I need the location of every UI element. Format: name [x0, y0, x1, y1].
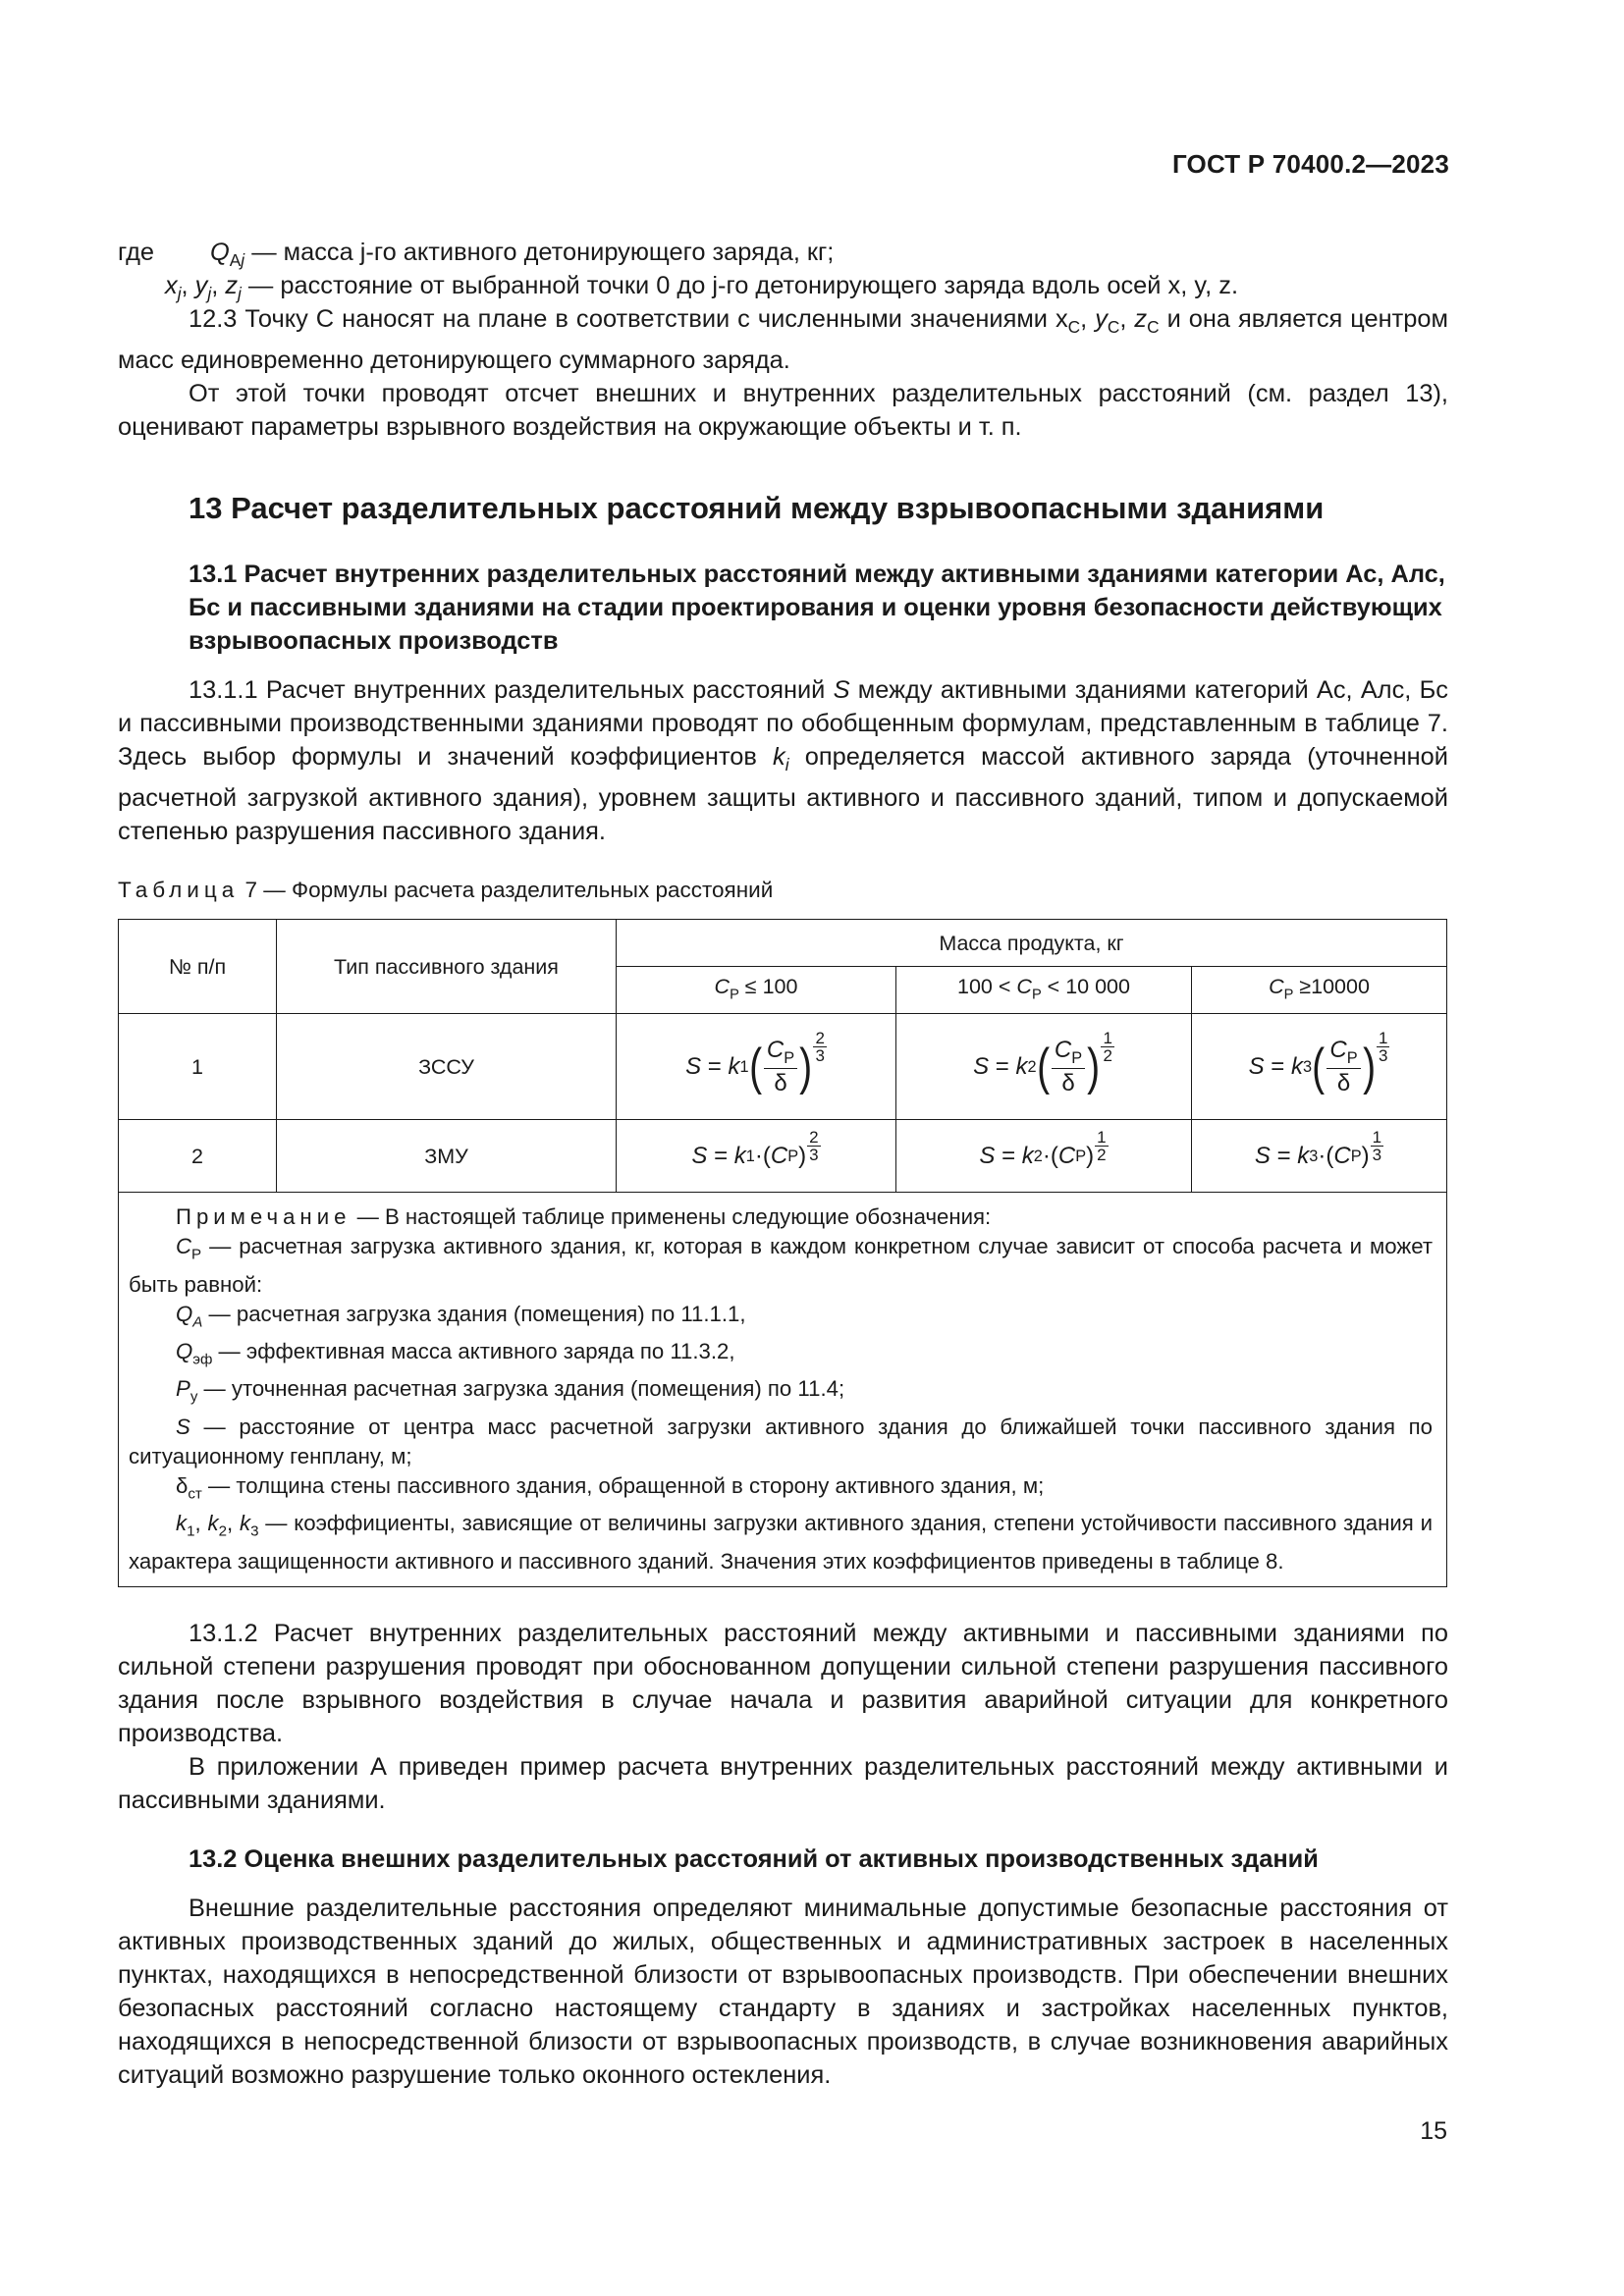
row-2-no: 2	[119, 1120, 277, 1193]
header-range-2: $100 < C_P < 10$ 000	[896, 967, 1192, 1014]
paragraph-13-1-1: 13.1.1 Расчет внутренних разделительных расстояний S между активными зданиями категорий Ас, Алс, Бс и пассивными производственными зданиями проводят по обобщенным формулам, представленным в таблице 7. Здесь выбор формулы и значений коэффициентов $k_i$ определяется массой активного заряда (уточненной расчетной загрузкой активного здания), уровнем защиты активного и пассивного зданий, типом и допускаемой степенью разрушения пассивного здания.	[118, 676, 1448, 846]
subsection-13-2-title: 13.2 Оценка внешних разделительных расстояний от активных производственных зданий	[189, 1844, 1319, 1873]
legend-q: $Q_{Aj}$ — масса j-го активного детонирующего заряда, кг;	[210, 239, 835, 271]
paragraph-12-3: 12.3 Точку С наносят на плане в соответствии с численными значениями $x_C$, $y_C$, $z_C$ и она является центром масс единовременно детонирующего суммарного заряда.	[118, 305, 1449, 375]
header-type: Тип пассивного здания	[277, 920, 617, 1014]
legend-row-q	[118, 236, 1448, 269]
legend-row-xyz	[118, 269, 1448, 302]
table-7-caption: Таблица 7 — Формулы расчета разделительных расстояний	[118, 878, 774, 903]
note-cp: $C_P$ — расчетная загрузка активного здания, кг, которая в каждом конкретном случае зависит от способа расчета и может быть равной:	[129, 1234, 1433, 1297]
row-2-type: ЗМУ	[277, 1120, 617, 1193]
row-1-type: ЗССУ	[277, 1014, 617, 1120]
row-1-formula-1: S = k 1 ( $\frac{C_P}{\delta}$ ) 2 3	[617, 1014, 896, 1120]
row-1-formula-3: S = k 3 ( $\frac{C_P}{\delta}$ ) 1 3	[1192, 1014, 1447, 1120]
header-range-1: $C_P \le 100$	[617, 967, 896, 1014]
row-2-formula-2: S = k 2 ·( C P ) 1 2	[896, 1120, 1192, 1193]
header-mass: Масса продукта, кг	[617, 920, 1447, 967]
document-code: ГОСТ Р 70400.2—2023	[1171, 149, 1449, 179]
table-7-note	[119, 1193, 1447, 1587]
note-py: $P_у$ — уточненная расчетная загрузка здания (помещения) по 11.4;	[176, 1376, 845, 1406]
row-2-formula-1: S = k 1 ·( C P ) 2 3	[617, 1120, 896, 1193]
page-number: 15	[1420, 2117, 1447, 2145]
note-dst: $\delta_{ст}$ — толщина стены пассивного здания, обращенной в сторону активного здания, м;	[176, 1472, 1045, 1503]
row-1-formula-2: S = k 2 ( $\frac{C_P}{\delta}$ ) 1 2	[896, 1014, 1192, 1120]
table-row-1	[119, 1014, 1447, 1120]
table-7	[118, 919, 1447, 1587]
note-s: S — расстояние от центра масс расчетной загрузки активного здания до ближайшей точки пассивного здания по ситуационному генплану, м;	[129, 1414, 1434, 1468]
note-qa: $Q_A$ — расчетная загрузка здания (помещения) по 11.1.1,	[176, 1301, 746, 1331]
subsection-13-1-title: 13.1 Расчет внутренних разделительных расстояний между активными зданиями категории Ас, Алс, Бс и пассивными зданиями на стадии проектирования и оценки уровня безопасности действующих взрывоопасных производств	[189, 561, 1445, 656]
paragraph-reference-point: От этой точки проводят отсчет внешних и внутренних разделительных расстояний (см. раздел 13), оценивают параметры взрывного воздействия на окружающие объекты и т. п.	[118, 380, 1448, 442]
paragraph-annex: В приложении А приведен пример расчета внутренних разделительных расстояний между активными и пассивными зданиями.	[118, 1752, 1448, 1814]
note-k: $k_1$, $k_2$, $k_3$ — коэффициенты, зависящие от величины загрузки активного здания, степени устойчивости пассивного здания и характера защищенности активного и пассивного зданий. Значения этих коэффициентов приведены в таблице 8.	[129, 1511, 1433, 1574]
row-1-no: 1	[119, 1014, 277, 1120]
table-row-2	[119, 1120, 1447, 1193]
section-13-title: 13 Расчет разделительных расстояний между взрывоопасными зданиями	[189, 491, 1325, 526]
paragraph-13-1-2: 13.1.2 Расчет внутренних разделительных расстояний между активными и пассивными зданиями по сильной степени разрушения проводят при обоснованном допущении сильной степени разрушения пассивного здания после взрывного воздействия в случае начала и развития аварийной ситуации для конкретного производства.	[118, 1619, 1448, 1747]
header-no: № п/п	[119, 920, 277, 1014]
main-content	[118, 236, 1448, 2092]
note-heading: Примечание — В настоящей таблице применены следующие обозначения:	[176, 1204, 992, 1230]
header-range-3: $C_P \ge 10000$	[1192, 967, 1447, 1014]
legend-q-desc: — масса j-го активного детонирующего заряда, кг;	[251, 239, 835, 266]
paragraph-13-2: Внешние разделительные расстояния определяют минимальные допустимые безопасные расстояния от активных производственных зданий до жилых, общественных и административных застроек в населенных пунктах, находящихся в непосредственной близости от взрывоопасных производств. При обеспечении внешних безопасных расстояний согласно настоящему стандарту в зданиях и застройках населенных пунктов, находящихся в непосредственной близости от взрывоопасных производств, в случае возникновения аварийных ситуаций возможно разрушение только оконного остекления.	[118, 1894, 1448, 2089]
legend-xyz-desc: — расстояние от выбранной точки 0 до j-го детонирующего заряда вдоль осей x, y, z.	[247, 272, 1238, 299]
row-2-formula-3: S = k 3 ·( C P ) 1 3	[1192, 1120, 1447, 1193]
where-word: где	[118, 239, 155, 266]
note-qef: $Q_{эф}$ — эффективная масса активного заряда по 11.3.2,	[176, 1339, 735, 1368]
legend-xyz: $x_j$, $y_j$, $z_j$ — расстояние от выбранной точки 0 до j-го детонирующего заряда вдоль осей x, y, z.	[165, 272, 1238, 304]
